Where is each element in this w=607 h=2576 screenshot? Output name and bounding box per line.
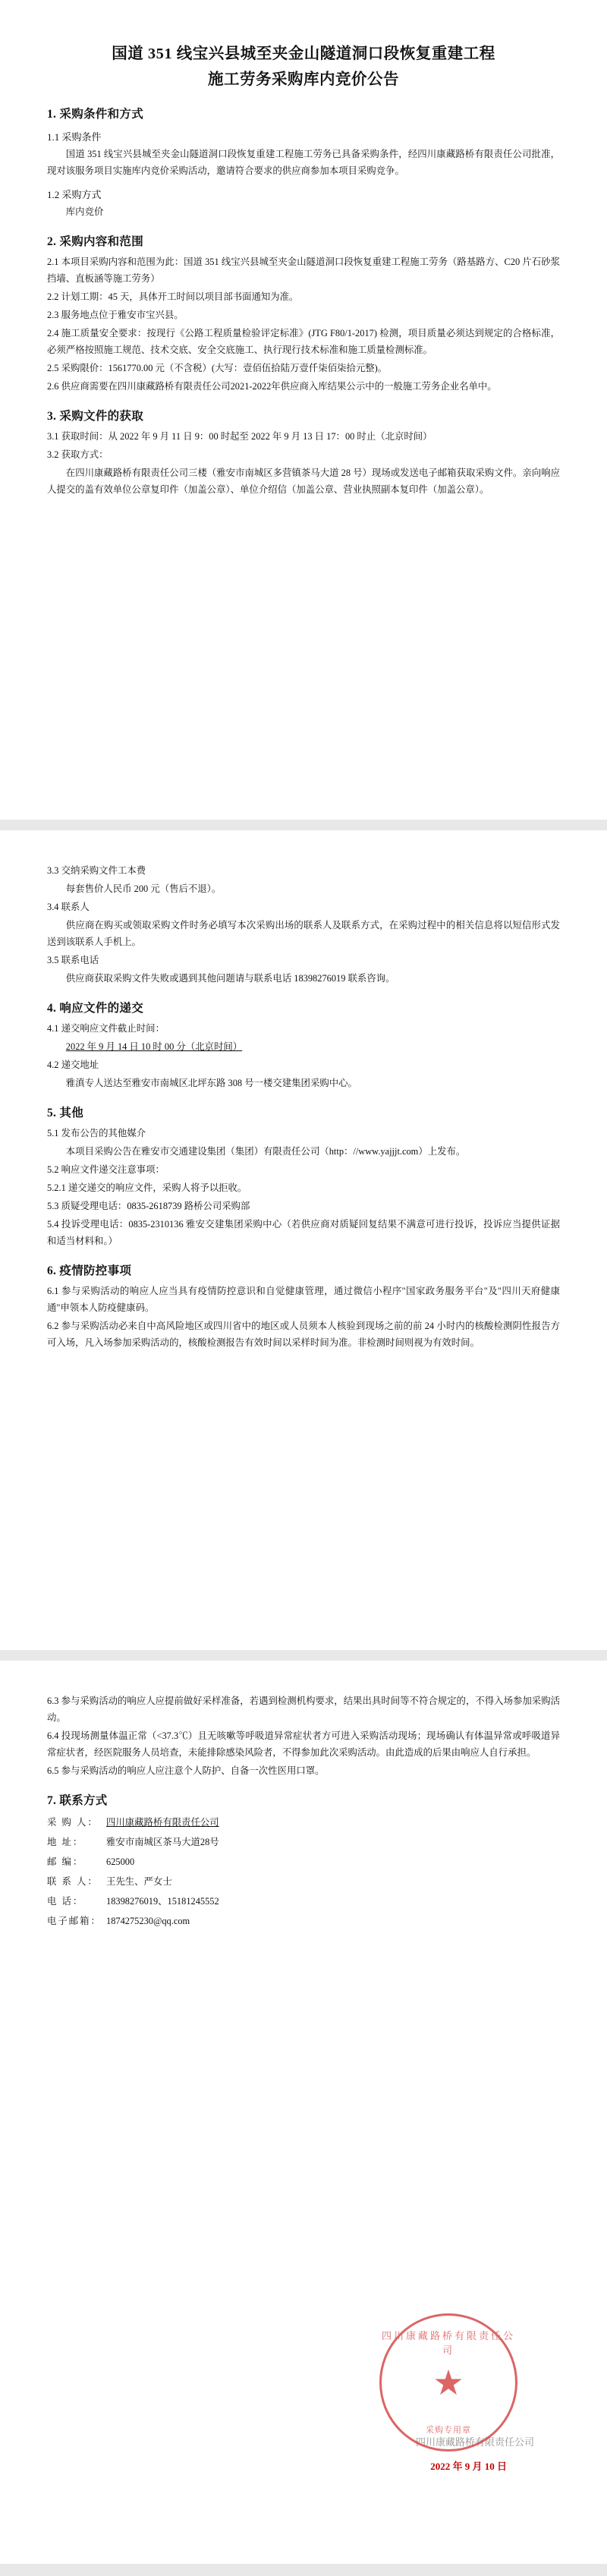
section-heading-5: 5. 其他	[47, 1107, 84, 1120]
subsection-3-4: 3.4 联系人	[47, 902, 90, 912]
contact-row-postcode	[47, 1852, 560, 1872]
contact-value-postcode: 625000	[106, 1856, 135, 1867]
subsection-5-2-1: 5.2.1 递交递交的响应文件，采购人将予以拒收。	[47, 1183, 247, 1193]
contact-row-address	[47, 1832, 560, 1852]
contact-label-email: 电子邮箱：	[47, 1916, 102, 1926]
seal-bottom-text: 采购专用章	[426, 2426, 471, 2435]
subsection-2-4: 2.4 施工质量安全要求：按现行《公路工程质量检验评定标准》(JTG F80/1-2017) 检测，项目质量必须达到规定的合格标准，必须严格按照施工规范、技术交底、安全交底施工、执行现行技术标准和施工质量检测标准。	[47, 328, 560, 355]
contact-value-address: 雅安市南城区茶马大道28号	[106, 1837, 219, 1847]
page-3	[0, 1661, 607, 2564]
subsection-3-1: 3.1 获取时间：从 2022 年 9 月 11 日 9：00 时起至 2022 年 9 月 13 日 17：00 时止（北京时间）	[47, 431, 432, 442]
contact-block	[47, 1812, 560, 1931]
section-heading-4: 4. 响应文件的递交	[47, 1002, 144, 1015]
section-heading-6: 6. 疫情防控事项	[47, 1264, 132, 1277]
paragraph-4-2-1: 雅滇专人送达至雅安市南城区北坪东路 308 号一楼交建集团采购中心。	[65, 1078, 357, 1088]
subsection-1-1: 1.1 采购条件	[47, 131, 102, 143]
subsection-2-2: 2.2 计划工期：45 天，具体开工时间以项目部书面通知为准。	[47, 291, 299, 302]
contact-label-purchaser: 采 购 人：	[47, 1817, 99, 1828]
contact-label-address: 地 址：	[47, 1837, 84, 1847]
subsection-6-5: 6.5 参与采购活动的响应人应注意个人防护、自备一次性医用口罩。	[47, 1765, 325, 1776]
subsection-4-2: 4.2 递交地址	[47, 1060, 99, 1070]
subsection-6-1: 6.1 参与采购活动的响应人应当具有疫情防控意识和自觉健康管理，通过微信小程序"国家政务服务平台"及"四川天府健康通"申领本人防疫健康码。	[47, 1286, 560, 1313]
subsection-6-3: 6.3 参与采购活动的响应人应提前做好采样准备，若遇到检测机构要求，结果出具时间等不符合规定的，不得入场参加采购活动。	[47, 1696, 560, 1723]
subsection-2-3: 2.3 服务地点位于雅安市宝兴县。	[47, 310, 184, 320]
subsection-3-3: 3.3 交纳采购文件工本费	[47, 865, 146, 876]
subsection-5-2: 5.2 响应文件递交注意事项：	[47, 1164, 165, 1175]
subsection-3-5: 3.5 联系电话	[47, 955, 99, 965]
paragraph-1-2-1: 库内竞价	[65, 206, 104, 217]
section-heading-3: 3. 采购文件的获取	[47, 410, 144, 423]
contact-label-person: 联 系 人：	[47, 1876, 99, 1887]
page-title	[47, 41, 560, 93]
subsection-1-2: 1.2 采购方式	[47, 189, 102, 200]
subsection-2-6: 2.6 供应商需要在四川康藏路桥有限责任公司2021-2022年供应商入库结果公示中的一般施工劳务企业名单中。	[47, 381, 497, 392]
contact-value-email: 1874275230@qq.com	[106, 1916, 190, 1926]
subsection-5-1: 5.1 发布公告的其他媒介	[47, 1128, 146, 1138]
contact-value-person: 王先生、严女士	[106, 1876, 172, 1887]
subsection-6-4: 6.4 投现场测量体温正常（<37.3℃）且无咳嗽等呼吸道异常症状者方可进入采购活动现场；现场确认有体温异常或呼吸道异常症状者，经医院服务人员培查，未能排除感染风险者，不得参加此次采购活动。由此造成的后果由响应人自行承担。	[47, 1730, 560, 1758]
section-heading-2: 2. 采购内容和范围	[47, 235, 144, 248]
paragraph-3-5-1: 供应商获取采购文件失败或遇到其他问题请与联系电话 18398276019 联系咨询。	[65, 973, 395, 984]
contact-label-phone: 电 话：	[47, 1896, 84, 1907]
paragraph-4-1-deadline: 2022 年 9 月 14 日 10 时 00 分（北京时间）	[65, 1041, 243, 1052]
page-2	[0, 830, 607, 1650]
contact-value-phone: 18398276019、15181245552	[106, 1896, 219, 1907]
subsection-6-2: 6.2 参与采购活动必来自中高风险地区或四川省中的地区或人员须本人核验到现场之前的前 24 小时内的核酸检测阴性报告方可入场，凡入场参加采购活动的，核酸检测报告有效时间以采样时间为准。非检测时间则视为有效时间。	[47, 1321, 560, 1348]
paragraph-3-4-1: 供应商在购买或领取采购文件时务必填写本次采购出场的联系人及联系方式，在采购过程中的相关信息将以短信形式发送到该联系人手机上。	[47, 920, 560, 947]
subsection-2-1: 2.1 本项目采购内容和范围为此：国道 351 线宝兴县城至夹金山隧道洞口段恢复重建工程施工劳务（路基路方、C20 片石砂浆挡墙、直板涵等施工劳务）	[47, 257, 560, 284]
paragraph-3-2-1: 在四川康藏路桥有限责任公司三楼（雅安市南城区多营镇茶马大道 28 号）现场或发送电子邮箱获取采购文件。亲向响应人提交的盖有效单位公章复印件（加盖公章）、单位介绍信（加盖公章、营业执照副本复印件（加盖公章）。	[47, 468, 560, 495]
signature-company: 四川康藏路桥有限责任公司	[415, 2436, 534, 2448]
red-seal-stamp	[379, 2313, 517, 2452]
contact-label-postcode: 邮 编：	[47, 1856, 84, 1867]
contact-value-purchaser: 四川康藏路桥有限责任公司	[106, 1817, 219, 1828]
subsection-2-5: 2.5 采购限价：1561770.00 元（不含税）(大写：壹佰伍拾陆万壹仟柒佰柒拾元整)。	[47, 363, 388, 373]
subsection-5-3: 5.3 质疑受理电话：0835-2618739 路桥公司采购部	[47, 1201, 250, 1211]
title-line-1: 国道 351 线宝兴县城至夹金山隧道洞口段恢复重建工程	[112, 46, 495, 62]
section-heading-1: 1. 采购条件和方式	[47, 108, 144, 121]
paragraph-1-1-1: 国道 351 线宝兴县城至夹金山隧道洞口段恢复重建工程施工劳务已具备采购条件，经四川康藏路桥有限责任公司批准，现对该服务项目实施库内竞价采购活动，邀请符合要求的供应商参加本项目采购竞争。	[47, 149, 560, 176]
contact-row-phone	[47, 1891, 560, 1911]
subsection-4-1: 4.1 递交响应文件截止时间：	[47, 1023, 165, 1034]
title-line-2: 施工劳务采购库内竞价公告	[208, 71, 399, 88]
subsection-5-4: 5.4 投诉受理电话：0835-2310136 雅安交建集团采购中心（若供应商对质疑回复结果不满意可进行投诉，投诉应当提供证据和适当材料和。）	[47, 1219, 560, 1246]
contact-row-email	[47, 1911, 560, 1931]
section-heading-7: 7. 联系方式	[47, 1794, 108, 1807]
signature-date: 2022 年 9 月 10 日	[430, 2461, 507, 2472]
paragraph-3-3-1: 每套售价人民币 200 元（售后不退）。	[65, 883, 222, 894]
page-1	[0, 0, 607, 820]
contact-row-purchaser	[47, 1812, 560, 1832]
contact-row-person	[47, 1872, 560, 1891]
seal-star-icon: ★	[432, 2363, 464, 2402]
seal-top-text: 四川康藏路桥有限责任公司	[382, 2330, 516, 2356]
subsection-3-2: 3.2 获取方式：	[47, 449, 109, 460]
paragraph-5-1-1: 本项目采购公告在雅安市交通建设集团（集团）有限责任公司（http：//www.yajjjt.com）上发布。	[65, 1146, 466, 1157]
